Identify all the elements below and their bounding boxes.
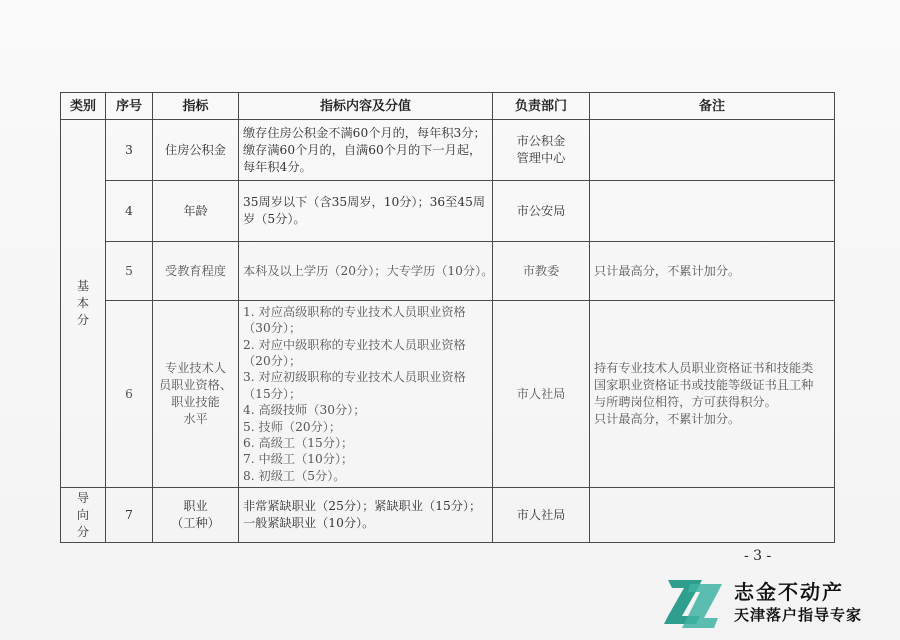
row-department: 市教委 [493, 242, 590, 301]
table-row [61, 301, 835, 488]
row-indicator: 受教育程度 [153, 242, 239, 301]
row-indicator: 住房公积金 [153, 120, 239, 181]
department-label: 市公积金 管理中心 [516, 134, 566, 165]
row-content [239, 181, 493, 242]
watermark-subtitle: 天津落户指导专家 [734, 606, 863, 624]
row-index: 7 [106, 488, 153, 543]
content-line: 8. 初级工（5分）。 [243, 468, 346, 483]
content-line: 3. 对应初级职称的专业技术人员职业资格 [243, 370, 466, 385]
content-line: （15分）； [243, 386, 302, 401]
row-index: 4 [106, 181, 153, 242]
row-department: 市人社局 [493, 301, 590, 488]
row-indicator [153, 301, 239, 488]
content-line: 2. 对应中级职称的专业技术人员职业资格 [243, 337, 466, 352]
content-line: 岁（5分）。 [243, 212, 306, 226]
content-line: 本科及以上学历（20分）；大专学历（10分）。 [243, 263, 494, 278]
page-number: - 3 - [744, 548, 772, 564]
content-line: 35周岁以下（含35周岁，10分）；36至45周 [243, 195, 486, 209]
row-remarks [590, 120, 835, 181]
content-line: 每年积4分。 [243, 159, 312, 174]
row-indicator [153, 488, 239, 543]
row-department: 市人社局 [493, 488, 590, 543]
content-line: 1. 对应高级职称的专业技术人员职业资格 [243, 304, 466, 319]
content-line: 4. 高级技师（30分）； [243, 403, 366, 418]
header-department: 负责部门 [493, 93, 590, 120]
header-index: 序号 [106, 93, 153, 120]
zl-logo-icon [664, 576, 726, 632]
content-line: 缴存住房公积金不满60个月的，每年积3分； [243, 125, 486, 140]
row-remarks [590, 301, 835, 488]
row-content [239, 488, 493, 543]
row-index: 5 [106, 242, 153, 301]
category-guide-label: 导 向 分 [76, 490, 90, 539]
watermark-title: 志金不动产 [734, 580, 844, 604]
remark-line: 只计最高分，不累计加分。 [594, 263, 741, 278]
category-guide [61, 488, 106, 543]
table-row [61, 120, 835, 181]
table-row [61, 181, 835, 242]
content-line: 缴存满60个月的，自满60个月的下一月起， [243, 142, 482, 157]
remark-line: 只计最高分，不累计加分。 [594, 412, 741, 426]
row-remarks [590, 488, 835, 543]
watermark [664, 574, 894, 634]
remark-line: 与所聘岗位相符，方可获得积分。 [594, 395, 777, 409]
row-remarks [590, 242, 835, 301]
row-content [239, 242, 493, 301]
content-line: （30分）； [243, 321, 302, 336]
content-line: 7. 中级工（10分）； [243, 452, 354, 467]
row-indicator: 年龄 [153, 181, 239, 242]
content-line: 一般紧缺职业（10分）。 [243, 516, 375, 530]
content-line: （20分）； [243, 353, 302, 368]
header-category: 类别 [61, 93, 106, 120]
header-indicator: 指标 [153, 93, 239, 120]
row-content [239, 301, 493, 488]
header-remarks: 备注 [590, 93, 835, 120]
content-line: 5. 技师（20分）； [243, 419, 342, 434]
remark-line: 持有专业技术人员职业资格证书和技能类 [594, 361, 814, 375]
category-basic [61, 120, 106, 488]
points-table [60, 92, 835, 543]
row-content [239, 120, 493, 181]
row-index: 3 [106, 120, 153, 181]
indicator-label: 职业 （工种） [171, 499, 220, 530]
table-row [61, 242, 835, 301]
table-row [61, 488, 835, 543]
content-line: 6. 高级工（15分）； [243, 436, 354, 451]
row-department: 市公安局 [493, 181, 590, 242]
content-line: 非常紧缺职业（25分）；紧缺职业（15分）； [243, 499, 482, 513]
remark-line: 国家职业资格证书或技能等级证书且工种 [594, 378, 814, 392]
table-header-row [61, 93, 835, 120]
header-content: 指标内容及分值 [239, 93, 493, 120]
row-remarks [590, 181, 835, 242]
category-basic-label: 基 本 分 [76, 279, 90, 327]
row-index: 6 [106, 301, 153, 488]
indicator-label: 专业技术人 员职业资格、 职业技能 水平 [158, 361, 233, 426]
row-department [493, 120, 590, 181]
